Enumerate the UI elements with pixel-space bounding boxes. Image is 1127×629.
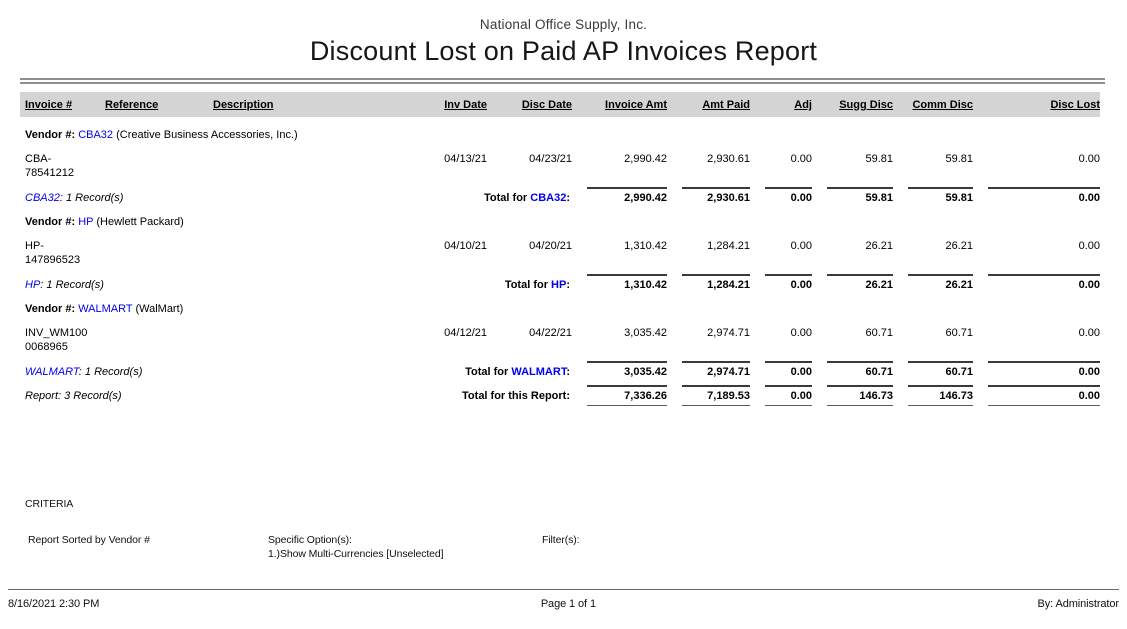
- company-name: National Office Supply, Inc.: [479, 17, 648, 32]
- vendor-total-invoice-amt: 3,035.42: [587, 361, 667, 378]
- invoice-reference: [105, 230, 213, 267]
- vendor-total-sugg-disc: 59.81: [827, 187, 893, 204]
- report-table: [20, 92, 1100, 406]
- vendor-total-adj: 0.00: [765, 361, 812, 378]
- report-total-disc-lost: 0.00: [988, 385, 1100, 406]
- vendor-total-label: Total for HP:: [504, 279, 570, 291]
- vendor-total-sugg-disc: 26.21: [827, 274, 893, 291]
- invoice-description: [213, 230, 435, 267]
- invoice-sugg-disc: 26.21: [865, 240, 893, 252]
- vendor-header-row: [20, 291, 1100, 317]
- invoice-disc-lost: 0.00: [1078, 327, 1100, 339]
- report-total-label: Total for this Report:: [462, 390, 570, 402]
- vendor-total-disc-lost: 0.00: [988, 361, 1100, 378]
- column-header-inv-date: Inv Date: [444, 99, 487, 111]
- vendor-total-amt-paid: 1,284.21: [682, 274, 750, 291]
- invoice-number: CBA- 78541212: [25, 153, 74, 179]
- invoice-amt-paid: 2,930.61: [707, 153, 750, 165]
- report-record-count: Report: 3 Record(s): [25, 390, 122, 402]
- vendor-header-row: [20, 117, 1100, 143]
- vendor-total-row: [20, 267, 1100, 291]
- vendor-total-comm-disc: 60.71: [908, 361, 973, 378]
- criteria-filters-label: Filter(s):: [542, 534, 580, 546]
- invoice-adj: 0.00: [790, 327, 812, 339]
- invoice-disc-date: 04/22/21: [529, 327, 572, 339]
- invoice-row: [20, 143, 1100, 180]
- invoice-inv-date: 04/10/21: [444, 240, 487, 252]
- vendor-name: (Creative Business Accessories, Inc.): [116, 129, 298, 141]
- vendor-name: (WalMart): [135, 303, 184, 315]
- column-header-disc-lost: Disc Lost: [1050, 99, 1100, 111]
- vendor-total-invoice-amt: 2,990.42: [587, 187, 667, 204]
- vendor-header-row: [20, 204, 1100, 230]
- invoice-disc-date: 04/20/21: [529, 240, 572, 252]
- vendor-code-link[interactable]: WALMART: [78, 303, 133, 315]
- invoice-inv-date: 04/12/21: [444, 327, 487, 339]
- invoice-amt: 1,310.42: [624, 240, 667, 252]
- vendor-name: (Hewlett Packard): [96, 216, 184, 228]
- vendor-total-adj: 0.00: [765, 274, 812, 291]
- invoice-amt: 3,035.42: [624, 327, 667, 339]
- column-header-amt-paid: Amt Paid: [702, 99, 750, 111]
- column-header-row: [20, 92, 1100, 117]
- criteria-option-1: 1.)Show Multi-Currencies [Unselected]: [268, 548, 444, 560]
- invoice-adj: 0.00: [790, 240, 812, 252]
- column-header-comm-disc: Comm Disc: [912, 99, 973, 111]
- invoice-disc-date: 04/23/21: [529, 153, 572, 165]
- criteria-heading: CRITERIA: [25, 498, 74, 510]
- footer-page-number: Page 1 of 1: [540, 598, 596, 610]
- report-total-comm-disc: 146.73: [908, 385, 973, 406]
- vendor-total-disc-lost: 0.00: [988, 187, 1100, 204]
- invoice-reference: [105, 317, 213, 354]
- vendor-total-comm-disc: 59.81: [908, 187, 973, 204]
- vendor-code-link[interactable]: CBA32: [78, 129, 114, 141]
- invoice-amt-paid: 2,974.71: [707, 327, 750, 339]
- invoice-disc-lost: 0.00: [1078, 153, 1100, 165]
- footer-datetime: 8/16/2021 2:30 PM: [8, 598, 100, 610]
- vendor-record-count: HP: 1 Record(s): [25, 279, 104, 291]
- invoice-number: INV_WM100 0068965: [25, 327, 88, 353]
- report-total-sugg-disc: 146.73: [827, 385, 893, 406]
- vendor-total-row: [20, 354, 1100, 378]
- vendor-total-amt-paid: 2,974.71: [682, 361, 750, 378]
- invoice-amt: 2,990.42: [624, 153, 667, 165]
- invoice-comm-disc: 60.71: [945, 327, 973, 339]
- column-header-invoice-amt: Invoice Amt: [605, 99, 667, 111]
- criteria-options-label: Specific Option(s):: [268, 534, 352, 546]
- vendor-total-adj: 0.00: [765, 187, 812, 204]
- invoice-sugg-disc: 60.71: [865, 327, 893, 339]
- report-total-amt-paid: 7,189.53: [682, 385, 750, 406]
- footer-by-user: By: Administrator: [1037, 598, 1119, 610]
- invoice-comm-disc: 26.21: [945, 240, 973, 252]
- vendor-total-amt-paid: 2,930.61: [682, 187, 750, 204]
- invoice-disc-lost: 0.00: [1078, 240, 1100, 252]
- column-header-sugg-disc: Sugg Disc: [839, 99, 893, 111]
- invoice-comm-disc: 59.81: [945, 153, 973, 165]
- vendor-total-invoice-amt: 1,310.42: [587, 274, 667, 291]
- vendor-record-count: WALMART: 1 Record(s): [25, 366, 143, 378]
- vendor-code-link[interactable]: HP: [78, 216, 94, 228]
- invoice-row: [20, 230, 1100, 267]
- invoice-amt-paid: 1,284.21: [707, 240, 750, 252]
- invoice-adj: 0.00: [790, 153, 812, 165]
- column-header-reference: Reference: [105, 99, 159, 111]
- column-header-invoice: Invoice #: [25, 99, 73, 111]
- column-header-disc-date: Disc Date: [521, 99, 572, 111]
- vendor-total-label: Total for WALMART:: [465, 366, 570, 378]
- vendor-number-label: Vendor #:: [25, 303, 76, 315]
- report-total-invoice-amt: 7,336.26: [587, 385, 667, 406]
- invoice-inv-date: 04/13/21: [444, 153, 487, 165]
- invoice-reference: [105, 143, 213, 180]
- vendor-total-sugg-disc: 60.71: [827, 361, 893, 378]
- header-double-rule: [20, 78, 1105, 84]
- report-title: Discount Lost on Paid AP Invoices Report: [309, 36, 818, 66]
- vendor-total-label: Total for CBA32:: [484, 192, 570, 204]
- invoice-description: [213, 317, 435, 354]
- invoice-sugg-disc: 59.81: [865, 153, 893, 165]
- column-header-description: Description: [213, 99, 274, 111]
- invoice-number: HP- 147896523: [25, 240, 81, 266]
- criteria-sorted-by: Report Sorted by Vendor #: [28, 534, 150, 546]
- vendor-total-comm-disc: 26.21: [908, 274, 973, 291]
- invoice-row: [20, 317, 1100, 354]
- vendor-total-row: [20, 180, 1100, 204]
- vendor-number-label: Vendor #:: [25, 129, 76, 141]
- vendor-total-disc-lost: 0.00: [988, 274, 1100, 291]
- vendor-record-count: CBA32: 1 Record(s): [25, 192, 124, 204]
- report-total-row: [20, 378, 1100, 406]
- column-header-adj: Adj: [794, 99, 812, 111]
- invoice-description: [213, 143, 435, 180]
- page-footer: [8, 589, 1119, 610]
- vendor-number-label: Vendor #:: [25, 216, 76, 228]
- report-total-adj: 0.00: [765, 385, 812, 406]
